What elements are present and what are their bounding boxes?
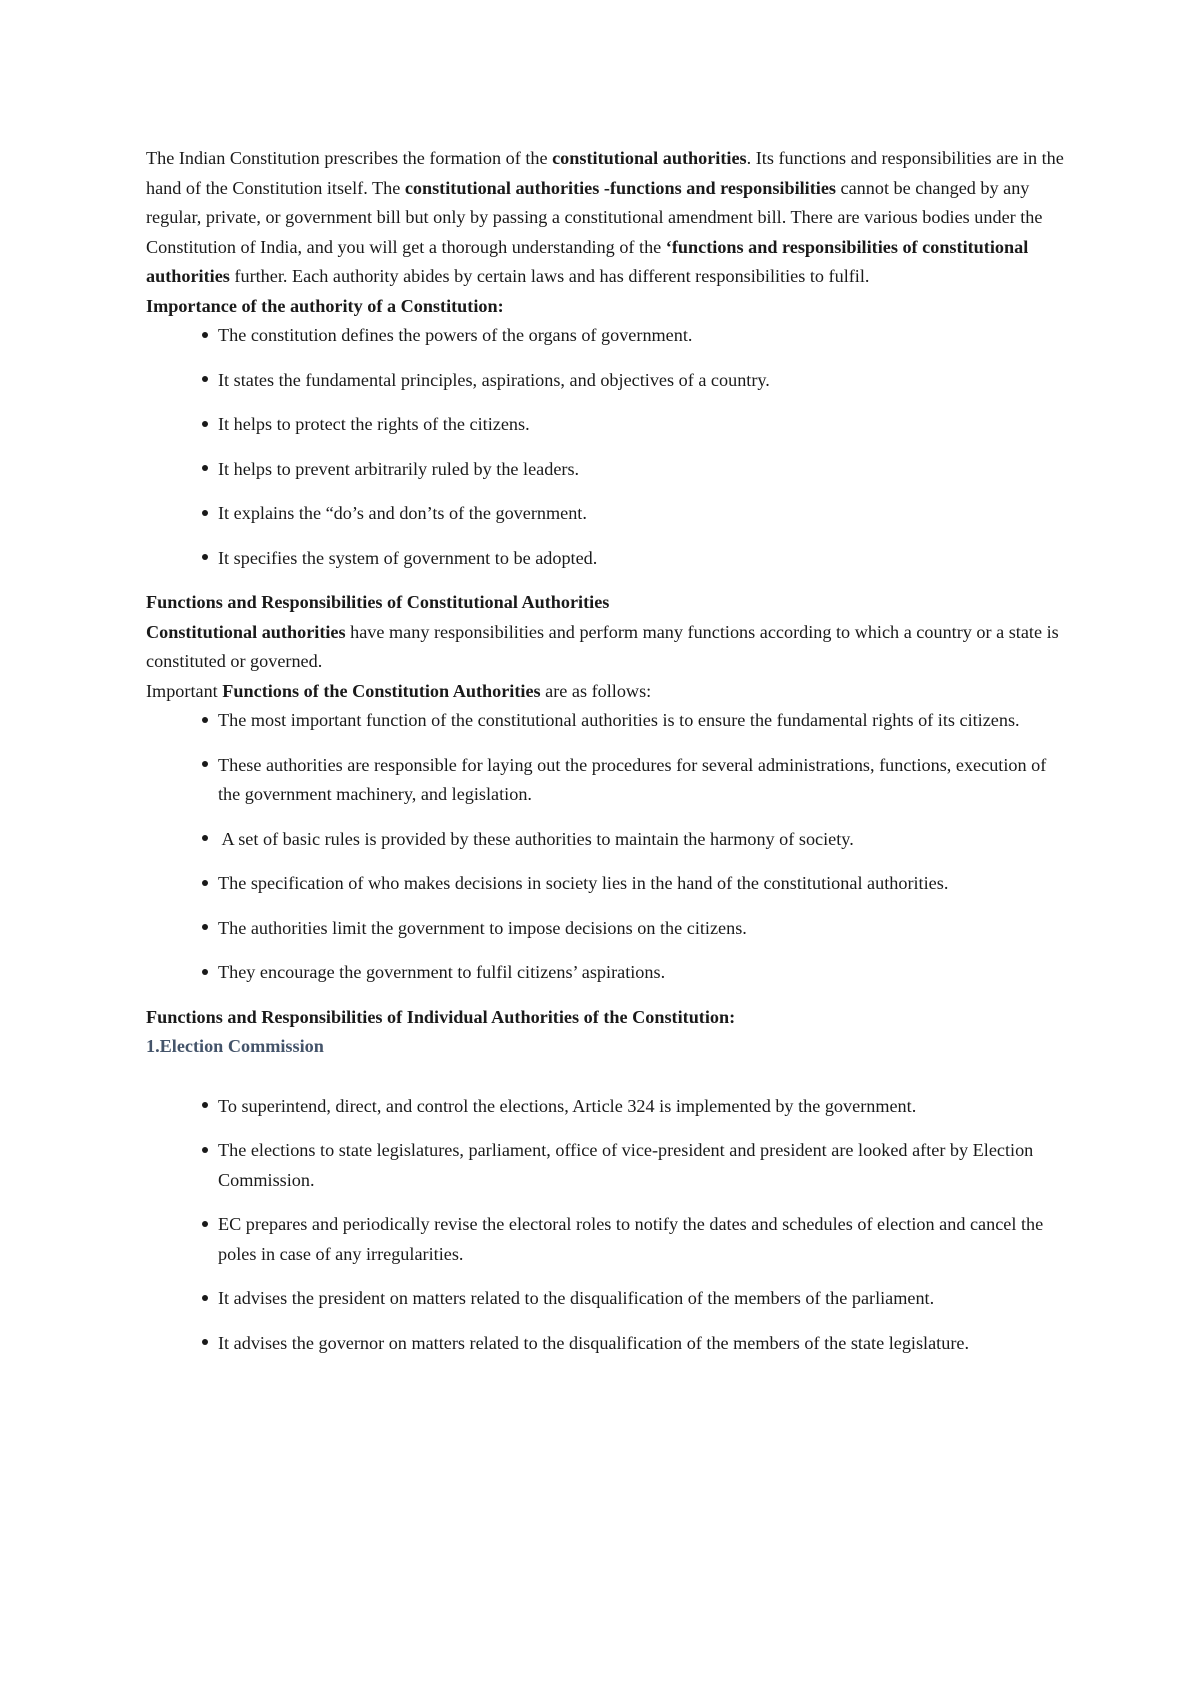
election-commission-list bbox=[146, 1092, 1066, 1359]
bullet-icon bbox=[202, 869, 218, 899]
individual-heading: Functions and Responsibilities of Individual Authorities of the Constitution: bbox=[146, 1006, 736, 1027]
list-item: They encourage the government to fulfil citizens’ aspirations. bbox=[146, 958, 1066, 988]
functions-list bbox=[146, 706, 1066, 988]
importance-heading: Importance of the authority of a Constitution: bbox=[146, 295, 504, 316]
list-item: The elections to state legislatures, parliament, office of vice-president and president are looked after by Election Commission. bbox=[146, 1136, 1066, 1195]
bullet-icon bbox=[202, 1329, 218, 1359]
bullet-icon bbox=[202, 366, 218, 396]
functions-heading: Functions and Responsibilities of Constitutional Authorities bbox=[146, 592, 610, 612]
intro-bold-2: constitutional authorities -functions and responsibilities bbox=[404, 177, 836, 198]
list-item: To superintend, direct, and control the elections, Article 324 is implemented by the government. bbox=[146, 1092, 1066, 1122]
list-item: The specification of who makes decisions in society lies in the hand of the constitutional authorities. bbox=[146, 869, 1066, 899]
bullet-icon bbox=[202, 321, 218, 351]
bullet-icon bbox=[202, 914, 218, 944]
functions-intro-line: Important Functions of the Constitution Authorities are as follows: bbox=[146, 680, 652, 701]
bullet-icon bbox=[202, 410, 218, 440]
list-item: It helps to protect the rights of the citizens. bbox=[146, 410, 1066, 440]
bullet-icon bbox=[202, 1136, 218, 1166]
document-page bbox=[146, 144, 1066, 1373]
intro-paragraph: The Indian Constitution prescribes the formation of the constitutional authorities. Its functions and responsibilities are in the hand of the Constitution itself. The constitutional authorities -functions and responsibilities cannot be changed by any regular, private, or government bill but only by passing a constitutional amendment bill. There are various bodies under the Constitution of India, and you will get a thorough understanding of the ‘functions and responsibilities of constitutional authorities further. Each authority abides by certain laws and has different responsibilities to fulfil. bbox=[146, 148, 1064, 286]
list-item: The authorities limit the government to impose decisions on the citizens. bbox=[146, 914, 1066, 944]
list-item: It specifies the system of government to be adopted. bbox=[146, 544, 1066, 574]
list-item: It states the fundamental principles, aspirations, and objectives of a country. bbox=[146, 366, 1066, 396]
bullet-icon bbox=[202, 1092, 218, 1122]
list-item: EC prepares and periodically revise the electoral roles to notify the dates and schedules of election and cancel the poles in case of any irregularities. bbox=[146, 1210, 1066, 1269]
bullet-icon bbox=[202, 751, 218, 781]
importance-list bbox=[146, 321, 1066, 573]
bullet-icon bbox=[202, 455, 218, 485]
bullet-icon bbox=[202, 706, 218, 736]
list-item: A set of basic rules is provided by these authorities to maintain the harmony of society. bbox=[146, 825, 1066, 855]
bullet-icon bbox=[202, 825, 218, 855]
list-item: It advises the president on matters related to the disqualification of the members of the parliament. bbox=[146, 1284, 1066, 1314]
list-item: The constitution defines the powers of the organs of government. bbox=[146, 321, 1066, 351]
intro-bold-1: constitutional authorities bbox=[552, 148, 747, 168]
spacer bbox=[146, 1062, 1066, 1092]
list-item: It helps to prevent arbitrarily ruled by the leaders. bbox=[146, 455, 1066, 485]
intro-bold-3: ‘functions and responsibilities of constitutional authorities bbox=[146, 236, 1029, 286]
functions-paragraph: Constitutional authorities have many responsibilities and perform many functions according to which a country or a state is constituted or governed. bbox=[146, 621, 1059, 671]
list-item: It advises the governor on matters related to the disqualification of the members of the state legislature. bbox=[146, 1329, 1066, 1359]
election-commission-heading: 1.Election Commission bbox=[146, 1036, 324, 1056]
list-item: These authorities are responsible for laying out the procedures for several administrations, functions, execution of the government machinery, and legislation. bbox=[146, 751, 1066, 810]
bullet-icon bbox=[202, 958, 218, 988]
list-item: The most important function of the constitutional authorities is to ensure the fundamental rights of its citizens. bbox=[146, 706, 1066, 736]
list-item: It explains the “do’s and don’ts of the government. bbox=[146, 499, 1066, 529]
bullet-icon bbox=[202, 1210, 218, 1240]
bullet-icon bbox=[202, 544, 218, 574]
bullet-icon bbox=[202, 1284, 218, 1314]
bullet-icon bbox=[202, 499, 218, 529]
